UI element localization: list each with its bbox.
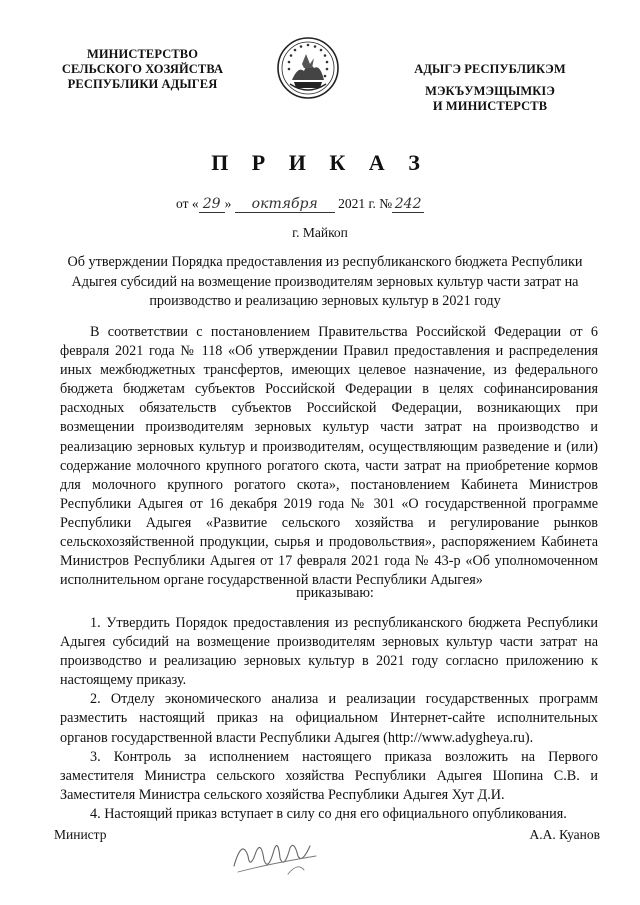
signatory-name: А.А. Куанов — [529, 827, 600, 842]
order-item: 1. Утвердить Порядок предоставления из республиканского бюджета Республики Адыгея субсидий на возмещение производителям зерновых культур части затрат на производство и реализацию зерновых культур в 2021 году согласно приложению к настоящему приказу. — [60, 615, 598, 689]
order-number: 242 — [392, 196, 424, 213]
date-separator: » — [224, 196, 232, 211]
order-item: 3. Контроль за исполнением настоящего приказа возложить на Первого заместителя Министра сельского хозяйства Республики Адыгея Шопина С.В. и Заместителя Министра сельского хозяйства Республики Адыгея Хут Д.И. — [60, 748, 598, 803]
decree-word: приказываю: — [296, 585, 374, 601]
ministry-header-russian — [50, 47, 235, 92]
document-title: П Р И К А З — [211, 150, 429, 175]
handwritten-signature — [228, 826, 323, 881]
date-year: 2021 г. — [338, 196, 376, 211]
date-prefix: от « — [176, 196, 199, 211]
order-item: 4. Настоящий приказ вступает в силу со дня его официального опубликования. — [90, 805, 567, 822]
city-line: г. Майкоп — [292, 225, 348, 240]
header-line: И МИНИСТЕРСТВ — [432, 99, 548, 113]
header-line: РЕСПУБЛИКИ АДЫГЕЯ — [67, 77, 218, 91]
date-line — [176, 196, 424, 213]
number-prefix: № — [379, 196, 393, 211]
adygea-coat-of-arms-icon — [276, 36, 340, 100]
header-line: АДЫГЭ РЕСПУБЛИКЭМ — [414, 62, 566, 76]
header-line: МИНИСТЕРСТВО — [86, 47, 199, 61]
ministry-header-adyghe — [390, 62, 590, 114]
header-line: МЭКЪУМЭЩЫМКIЭ — [425, 84, 555, 98]
order-subject: Об утверждении Порядка предоставления из республиканского бюджета Республики Адыгея субсидий на возмещение производителям зерновых культур части затрат на производство и реализацию зерновых культур в 2021 году — [67, 254, 583, 309]
date-day: 29 — [199, 196, 225, 213]
header-line: СЕЛЬСКОГО ХОЗЯЙСТВА — [61, 62, 224, 76]
preamble-paragraph: В соответствии с постановлением Правительства Российской Федерации от 6 февраля 2021 года № 118 «Об утверждении Правил предоставления и распределения иных межбюджетных трансфертов, имеющих целевое назначение, из федерального бюджета бюджетам субъектов Российской Федерации в целях софинансирования расходных обязательств субъектов Российской Федерации, возникающих при возмещении производителям зерновых культур части затрат на производство и реализацию зерновых культур и производителям, осуществляющим разведение и (или) содержание молочного крупного рогатого скота, части затрат на приобретение кормов для молочного крупного рогатого скота», постановлением Кабинета Министров Республики Адыгея от 16 декабря 2019 года № 301 «О государственной программе Республики Адыгея «Развитие сельского хозяйства и регулирование рынков сельскохозяйственной продукции, сырья и продовольствия», распоряжением Кабинета Министров Республики Адыгея от 17 февраля 2021 года № 43-р «Об уполномоченном исполнительном органе государственной власти Республики Адыгея» — [60, 324, 598, 589]
order-items — [60, 614, 598, 824]
order-item: 2. Отделу экономического анализа и реализации государственных программ разместить настоящий приказ на официальном Интернет-сайте исполнительных органов государственной власти Республики Адыгея (http://www.adygheya.ru). — [60, 691, 598, 746]
date-month: октября — [235, 196, 335, 213]
signatory-position: Министр — [54, 827, 107, 842]
